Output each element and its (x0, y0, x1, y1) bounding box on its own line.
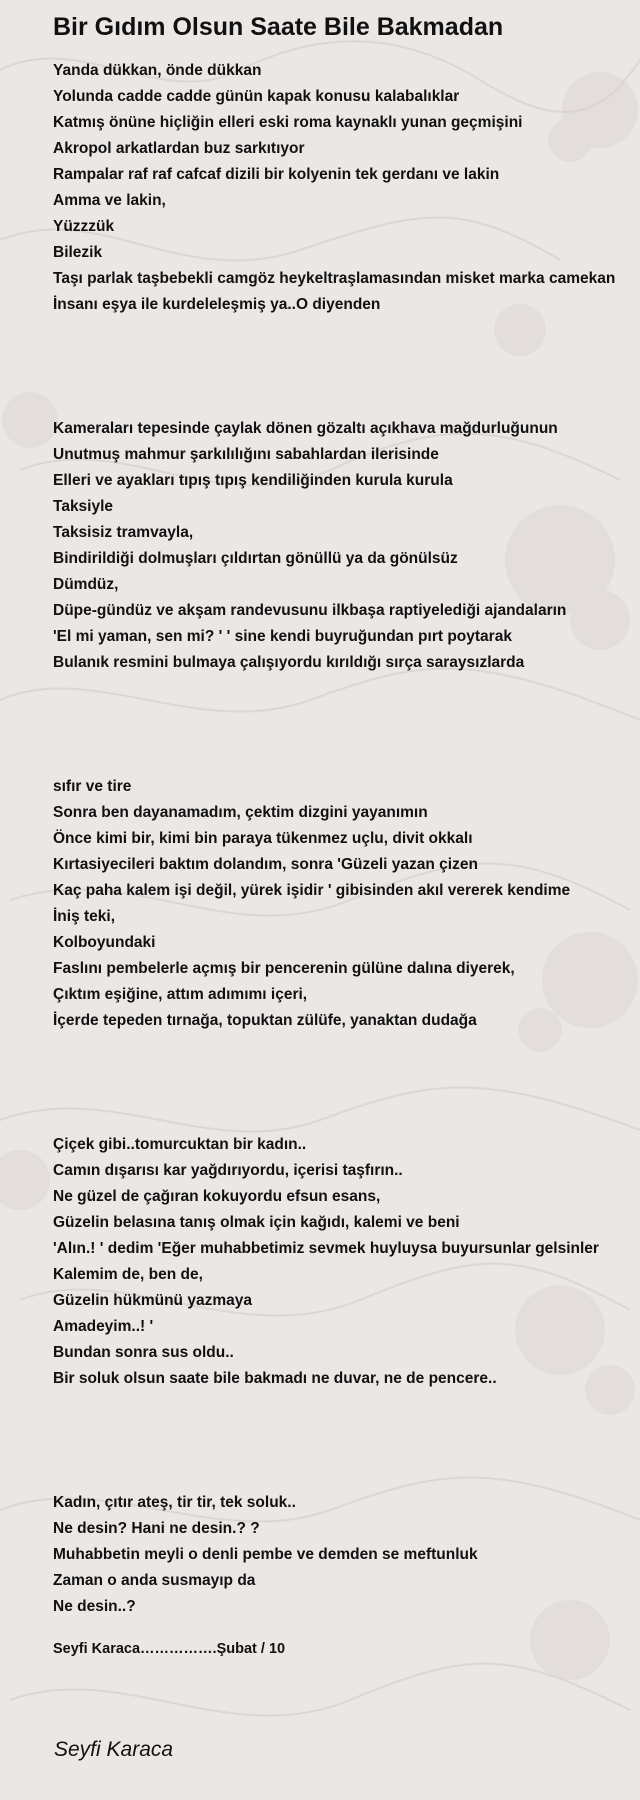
poem-line: Ne güzel de çağıran kokuyordu efsun esans, (53, 1188, 381, 1205)
poem-line: Ne desin..? (53, 1598, 136, 1615)
poem-line: Bundan sonra sus oldu.. (53, 1344, 234, 1361)
poem-line: Akropol arkatlardan buz sarkıtıyor (53, 140, 305, 157)
poem-line: Kolboyundaki (53, 934, 156, 951)
poem-line: Unutmuş mahmur şarkılılığını sabahlardan ilerisinde (53, 446, 439, 463)
stanza-4 (53, 1132, 640, 1392)
poem-title: Bir Gıdım Olsun Saate Bile Bakmadan (53, 13, 504, 41)
poem-line: Katmış önüne hiçliğin elleri eski roma kaynaklı yunan geçmişini (53, 114, 523, 131)
poem-line: Muhabbetin meyli o denli pembe ve demden se meftunluk (53, 1546, 478, 1563)
poem-line: Kalemim de, ben de, (53, 1266, 203, 1283)
poem-line: Taksiyle (53, 498, 114, 515)
poem-line: Taksisiz tramvayla, (53, 524, 194, 541)
stanza-gap (53, 318, 640, 416)
poem-line: Camın dışarısı kar yağdırıyordu, içerisi taşfırın.. (53, 1162, 403, 1179)
stanza-1 (53, 58, 640, 318)
stanza-5 (53, 1490, 640, 1620)
poem-line: Bilezik (53, 244, 103, 261)
poem-line: Ne desin? Hani ne desin.? ? (53, 1520, 260, 1537)
poem-line: Amadeyim..! ' (53, 1318, 154, 1335)
poem-line: 'Alın.! ' dedim 'Eğer muhabbetimiz sevmek huyluysa buyursunlar gelsinler (53, 1240, 599, 1257)
poem-line: İçerde tepeden tırnağa, topuktan zülüfe, yanaktan dudağa (53, 1012, 477, 1029)
poem-line: 'El mi yaman, sen mi? ' ' sine kendi buyruğundan pırt poytarak (53, 628, 512, 645)
poem-line: Yüzzzük (53, 218, 115, 235)
poem-line: Güzelin belasına tanış olmak için kağıdı, kalemi ve beni (53, 1214, 460, 1231)
poem-line: Rampalar raf raf cafcaf dizili bir kolyenin tek gerdanı ve lakin (53, 166, 500, 183)
poem-line: Zaman o anda susmayıp da (53, 1572, 256, 1589)
poem-line: Bindirildiği dolmuşları çıldırtan gönüllü ya da gönülsüz (53, 550, 458, 567)
poem-line: İniş teki, (53, 908, 116, 925)
poem-line: Çıktım eşiğine, attım adımımı içeri, (53, 986, 308, 1003)
poem-line: Kameraları tepesinde çaylak dönen gözaltı açıkhava mağdurluğunun (53, 420, 558, 437)
poem-line: Güzelin hükmünü yazmaya (53, 1292, 252, 1309)
stanza-gap (53, 1034, 640, 1132)
poem-line: Kaç paha kalem işi değil, yürek işidir ' gibisinden akıl vererek kendime (53, 882, 571, 899)
poem-line: Kırtasiyecileri baktım dolandım, sonra 'Güzeli yazan çizen (53, 856, 478, 873)
poem-line: Elleri ve ayakları tıpış tıpış kendiliğinden kurula kurula (53, 472, 453, 489)
stanza-gap (53, 676, 640, 774)
poem-line: Bulanık resmini bulmaya çalışıyordu kırıldığı sırça saraysızlarda (53, 654, 525, 671)
poem-line: Yolunda cadde cadde günün kapak konusu kalabalıklar (53, 88, 460, 105)
poem-content (53, 12, 640, 1662)
poem-line: İnsanı eşya ile kurdeleleşmiş ya..O diyenden (53, 296, 381, 313)
stanza-2 (53, 416, 640, 676)
poem-line: Bir soluk olsun saate bile bakmadı ne duvar, ne de pencere.. (53, 1370, 497, 1387)
poem-line: Sonra ben dayanamadım, çektim dizgini yayanımın (53, 804, 428, 821)
poem-line: Faslını pembelerle açmış bir pencerenin gülüne dalına diyerek, (53, 960, 515, 977)
poem-line: Yanda dükkan, önde dükkan (53, 62, 262, 79)
stanza-3 (53, 774, 640, 1034)
poem-line: Düpe-gündüz ve akşam randevusunu ilkbaşa raptiyelediği ajandaların (53, 602, 567, 619)
poem-line: Çiçek gibi..tomurcuktan bir kadın.. (53, 1136, 307, 1153)
poem-line: Amma ve lakin, (53, 192, 166, 209)
stanza-gap (53, 1392, 640, 1490)
poem-line: Dümdüz, (53, 576, 119, 593)
poem-line: Taşı parlak taşbebekli camgöz heykeltraşlamasından misket marka camekan (53, 270, 616, 287)
poem-line: Kadın, çıtır ateş, tir tir, tek soluk.. (53, 1494, 296, 1511)
author-name: Seyfi Karaca (54, 1738, 174, 1761)
poem-line: Önce kimi bir, kimi bin paraya tükenmez uçlu, divit okkalı (53, 830, 473, 847)
poem-line: sıfır ve tire (53, 778, 132, 795)
poem-signature: Seyfi Karaca…………….Şubat / 10 (53, 1641, 286, 1657)
